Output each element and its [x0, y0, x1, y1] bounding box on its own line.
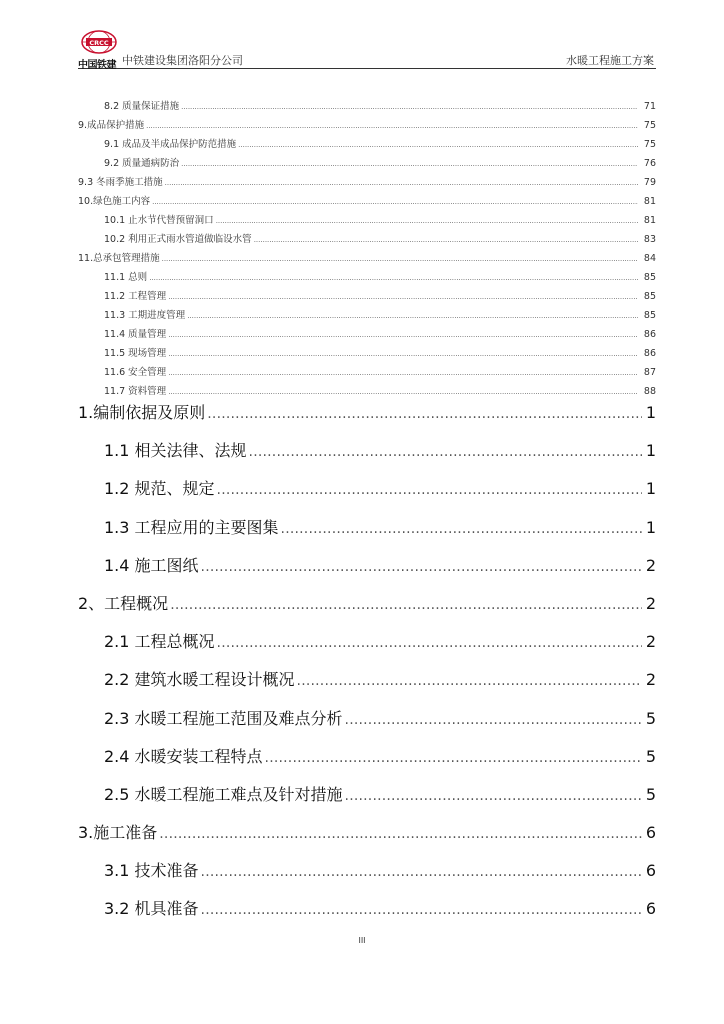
toc-entry[interactable]	[78, 212, 656, 231]
toc-entry-page: 6	[645, 861, 656, 881]
toc-entry-page: 2	[645, 593, 656, 613]
toc-leader-dots	[249, 441, 642, 460]
toc-leader-dots	[152, 196, 638, 207]
toc-entry-label: 10.1 止水节代替预留洞口	[104, 215, 214, 226]
toc-leader-dots	[281, 518, 642, 537]
toc-entry[interactable]	[78, 667, 656, 705]
toc-entry[interactable]	[78, 231, 656, 250]
toc-entry-label: 2.1 工程总概况	[104, 632, 215, 652]
toc-entry-label: 11.4 质量管理	[104, 329, 167, 340]
toc-leader-dots	[217, 632, 642, 651]
toc-entry-label: 2.2 建筑水暖工程设计概况	[104, 670, 295, 690]
toc-leader-dots	[168, 291, 638, 302]
toc-entry[interactable]	[78, 250, 656, 269]
toc-entry[interactable]	[78, 288, 656, 307]
toc-entry-page: 81	[643, 215, 656, 226]
toc-leader-dots	[345, 709, 642, 728]
toc-entry-page: 1	[645, 403, 656, 422]
toc-entry-label: 11.5 现场管理	[104, 348, 167, 359]
toc-entry-page: 2	[645, 670, 656, 690]
toc-entry[interactable]	[78, 744, 656, 782]
toc-entry-label: 11.3 工期进度管理	[104, 310, 186, 321]
toc-entry-label: 1.4 施工图纸	[104, 555, 199, 575]
toc-entry-label: 1.编制依据及原则	[78, 403, 206, 422]
toc-entry-page: 1	[645, 517, 656, 537]
toc-entry-page: 71	[643, 101, 656, 112]
toc-entry-label: 8.2 质量保证措施	[104, 101, 180, 112]
toc-entry-page: 85	[643, 272, 656, 283]
toc-entry[interactable]	[78, 782, 656, 820]
toc-entry-page: 81	[643, 196, 656, 207]
toc-entry[interactable]	[78, 174, 656, 193]
toc-leader-dots	[162, 253, 638, 264]
toc-entry[interactable]	[78, 438, 656, 476]
toc-entry-page: 79	[643, 177, 656, 188]
toc-entry-label: 9.3 冬雨季施工措施	[78, 177, 163, 188]
toc-entry-label: 11.6 安全管理	[104, 367, 167, 378]
toc-entry-page: 6	[645, 823, 656, 843]
toc-entry-label: 2.3 水暖工程施工范围及难点分析	[104, 708, 343, 728]
toc-leader-dots	[187, 310, 638, 321]
toc-leader-dots	[216, 215, 638, 226]
toc-entry[interactable]	[78, 400, 656, 438]
toc-entry-page: 86	[643, 329, 656, 340]
page-header	[78, 28, 656, 69]
toc-leader-dots	[265, 747, 642, 766]
toc-entry-label: 3.2 机具准备	[104, 899, 199, 919]
toc-entry-label: 11.2 工程管理	[104, 291, 167, 302]
toc-leader-dots	[201, 556, 642, 575]
toc-leader-dots	[168, 386, 638, 397]
toc-entry-page: 5	[645, 746, 656, 766]
toc-entry[interactable]	[78, 98, 656, 117]
toc-entry-label: 11.总承包管理措施	[78, 253, 160, 264]
toc-entry[interactable]	[78, 706, 656, 744]
toc-entry-label: 3.1 技术准备	[104, 861, 199, 881]
toc-entry-label: 3.施工准备	[78, 823, 158, 843]
toc-entry[interactable]	[78, 515, 656, 553]
toc-entry-label: 9.成品保护措施	[78, 120, 145, 131]
toc-leader-dots	[217, 479, 642, 498]
toc-entry[interactable]	[78, 136, 656, 155]
toc-leader-dots	[297, 670, 642, 689]
toc-entry-label: 2.5 水暖工程施工难点及针对措施	[104, 784, 343, 804]
toc-entry-label: 1.1 相关法律、法规	[104, 441, 247, 461]
toc-entry-label: 11.7 资料管理	[104, 386, 167, 397]
toc-entry[interactable]	[78, 326, 656, 345]
toc-entry-page: 85	[643, 291, 656, 302]
toc-entry-page: 83	[643, 234, 656, 245]
toc-entry-page: 2	[645, 632, 656, 652]
toc-entry-label: 10.2 利用正式雨水管道做临设水管	[104, 234, 252, 245]
toc-entry-page: 1	[645, 441, 656, 461]
toc-entry-page: 87	[643, 367, 656, 378]
toc-entry-page: 5	[645, 784, 656, 804]
toc-leader-dots	[149, 272, 638, 283]
toc-entry[interactable]	[78, 553, 656, 591]
toc-entry[interactable]	[78, 307, 656, 326]
crcc-logo	[78, 30, 124, 71]
toc-entry[interactable]	[78, 193, 656, 212]
toc-entry-label: 10.绿色施工内容	[78, 196, 151, 207]
toc-large-list	[78, 400, 656, 935]
toc-leader-dots	[201, 861, 642, 880]
toc-entry[interactable]	[78, 858, 656, 896]
toc-entry-page: 85	[643, 310, 656, 321]
toc-entry-page: 86	[643, 348, 656, 359]
toc-entry[interactable]	[78, 896, 656, 934]
toc-leader-dots	[181, 158, 638, 169]
toc-leader-dots	[254, 234, 638, 245]
toc-entry-page: 88	[643, 386, 656, 397]
svg-text:CRCC: CRCC	[89, 38, 109, 47]
toc-entry[interactable]	[78, 820, 656, 858]
toc-leader-dots	[168, 348, 638, 359]
toc-leader-dots	[159, 823, 642, 842]
toc-entry[interactable]	[78, 476, 656, 514]
toc-entry-page: 75	[643, 139, 656, 150]
toc-entry-label: 2、工程概况	[78, 593, 169, 613]
toc-leader-dots	[181, 101, 638, 112]
toc-entry[interactable]	[78, 364, 656, 383]
toc-entry[interactable]	[78, 629, 656, 667]
toc-entry-page: 5	[645, 708, 656, 728]
toc-entry[interactable]	[78, 269, 656, 288]
toc-entry-label: 11.1 总则	[104, 272, 148, 283]
toc-entry-label: 1.3 工程应用的主要图集	[104, 517, 279, 537]
toc-entry-page: 1	[645, 479, 656, 499]
toc-entry-page: 84	[643, 253, 656, 264]
toc-entry-page: 76	[643, 158, 656, 169]
page-number: III	[358, 936, 366, 945]
toc-entry-label: 1.2 规范、规定	[104, 479, 215, 499]
toc-leader-dots	[170, 594, 642, 613]
toc-entry[interactable]	[78, 345, 656, 364]
logo-text: 中国铁建	[78, 60, 116, 71]
toc-entry[interactable]	[78, 117, 656, 136]
document-title: 水暖工程施工方案	[566, 54, 654, 67]
toc-leader-dots	[165, 177, 638, 188]
crcc-logo-icon	[80, 30, 118, 54]
toc-leader-dots	[146, 120, 638, 131]
toc-entry-page: 2	[645, 555, 656, 575]
toc-entry-label: 9.2 质量通病防治	[104, 158, 180, 169]
toc-leader-dots	[201, 899, 642, 918]
toc-leader-dots	[345, 785, 642, 804]
toc-leader-dots	[168, 329, 638, 340]
toc-entry-label: 2.4 水暖安装工程特点	[104, 746, 263, 766]
toc-leader-dots	[168, 367, 638, 378]
toc-entry-label: 9.1 成品及半成品保护防范措施	[104, 139, 237, 150]
company-name: 中铁建设集团洛阳分公司	[122, 54, 243, 67]
toc-entry-page: 75	[643, 120, 656, 131]
toc-small-list	[78, 98, 656, 402]
toc-entry[interactable]	[78, 591, 656, 629]
toc-entry-page: 6	[645, 899, 656, 919]
toc-leader-dots	[207, 403, 642, 422]
toc-entry[interactable]	[78, 155, 656, 174]
toc-leader-dots	[238, 139, 638, 150]
